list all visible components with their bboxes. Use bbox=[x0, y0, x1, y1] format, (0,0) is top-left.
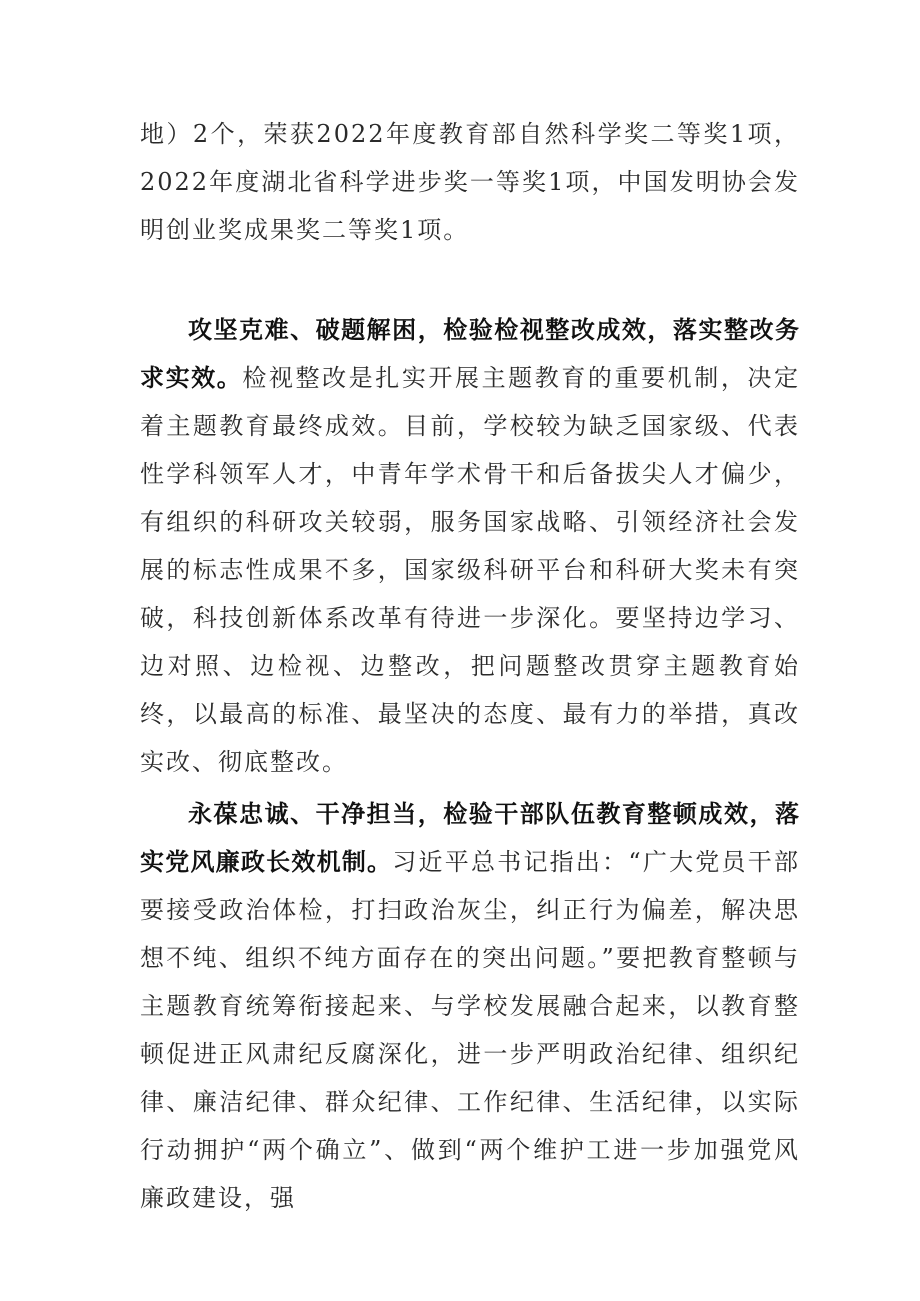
paragraph-rectification bbox=[140, 306, 800, 786]
paragraph-lead-heading: 永葆忠诚、干净担当，检验干部队伍教育整顿成效，落实党风廉政长效机制。 bbox=[140, 800, 800, 876]
paragraph-text: 习近平总书记指出：“广大党员干部要接受政治体检，打扫政治灰尘，纠正行为偏差，解决思想不纯、组织不纯方面存在的突出问题。”要把教育整顿与主题教育统筹衔接起来、与学校发展融合起来，以教育整顿促进正风肃纪反腐深化，进一步严明政治纪律、组织纪律、廉洁纪律、群众纪律、工作纪律、生活纪律，以实际行动拥护“两个确立”、做到“两个维护工进一步加强党风廉政建设，强 bbox=[140, 848, 800, 1212]
paragraph-lead-heading: 攻坚克难、破题解困，检验检视整改成效，落实整改务求实效。 bbox=[140, 316, 800, 392]
paragraph-text: 地）2个，荣获2022年度教育部自然科学奖二等奖1项，2022年度湖北省科学进步奖一等奖1项，中国发明协会发明创业奖成果奖二等奖1项。 bbox=[140, 120, 800, 244]
paragraph-awards bbox=[140, 110, 800, 254]
paragraph-text: 检视整改是扎实开展主题教育的重要机制，决定着主题教育最终成效。目前，学校较为缺乏国家级、代表性学科领军人才，中青年学术骨干和后备拔尖人才偏少，有组织的科研攻关较弱，服务国家战略、引领经济社会发展的标志性成果不多，国家级科研平台和科研大奖未有突破，科技创新体系改革有待进一步深化。要坚持边学习、边对照、边检视、边整改，把问题整改贯穿主题教育始终，以最高的标准、最坚决的态度、最有力的举措，真改实改、彻底整改。 bbox=[140, 364, 801, 776]
paragraph-integrity bbox=[140, 790, 800, 1222]
